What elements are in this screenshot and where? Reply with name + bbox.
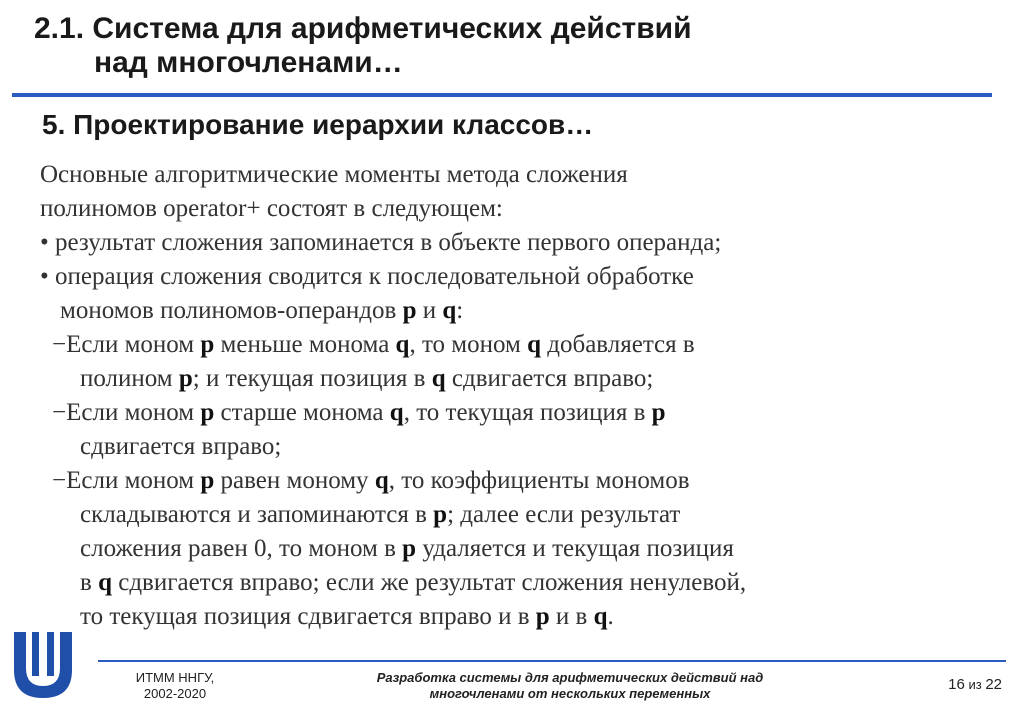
case-3-line-4: в q сдвигается вправо; если же результат сложения ненулевой,	[80, 569, 747, 596]
footer-course-title	[300, 670, 840, 702]
case-3-line-1: −Если моном p равен моному q, то коэффициенты мономов	[52, 467, 690, 494]
slide-title	[34, 12, 692, 80]
case-1-line-1: −Если моном p меньше монома q, то моном q добавляется в	[52, 331, 695, 358]
university-logo-icon	[8, 628, 78, 700]
header-divider	[12, 93, 992, 97]
intro-line-1: Основные алгоритмические моменты метода сложения	[40, 161, 628, 188]
case-2-line-1: −Если моном p старше монома q, то текущая позиция в p	[52, 399, 666, 426]
footer-divider	[98, 660, 1006, 662]
case-1-line-2: полином p; и текущая позиция в q сдвигается вправо;	[80, 365, 654, 392]
page-counter	[948, 676, 1002, 693]
case-2-line-2: сдвигается вправо;	[80, 433, 282, 460]
bullet-1: • результат сложения запоминается в объекте первого операнда;	[40, 229, 722, 256]
footer-organization	[110, 670, 240, 702]
title-line-2: над многочленами…	[94, 46, 403, 79]
footer-org-line-2: 2002-2020	[143, 686, 207, 701]
bullet-2-line-1: • операция сложения сводится к последовательной обработке	[40, 263, 694, 290]
bullet-2-line-2: мономов полиномов-операндов p и q:	[60, 297, 464, 324]
slide-subtitle: 5. Проектирование иерархии классов…	[42, 109, 594, 140]
footer-course-line-1: Разработка системы для арифметических действий над	[376, 670, 764, 685]
case-3-line-2: складываются и запоминаются в p; далее если результат	[80, 501, 681, 528]
case-3-line-5: то текущая позиция сдвигается вправо и в p и в q.	[80, 603, 614, 630]
case-3-line-3: сложения равен 0, то моном в p удаляется и текущая позиция	[80, 535, 734, 562]
slide-body	[40, 158, 970, 634]
page-total: 22	[985, 676, 1002, 693]
page-current: 16	[948, 676, 965, 693]
title-line-1: 2.1. Система для арифметических действий	[34, 12, 692, 45]
footer-course-line-2: многочленами от нескольких переменных	[429, 686, 711, 701]
footer-org-line-1: ИТММ ННГУ,	[135, 670, 215, 685]
page-separator: из	[968, 677, 982, 692]
intro-line-2: полиномов operator+ состоят в следующем:	[40, 195, 503, 222]
